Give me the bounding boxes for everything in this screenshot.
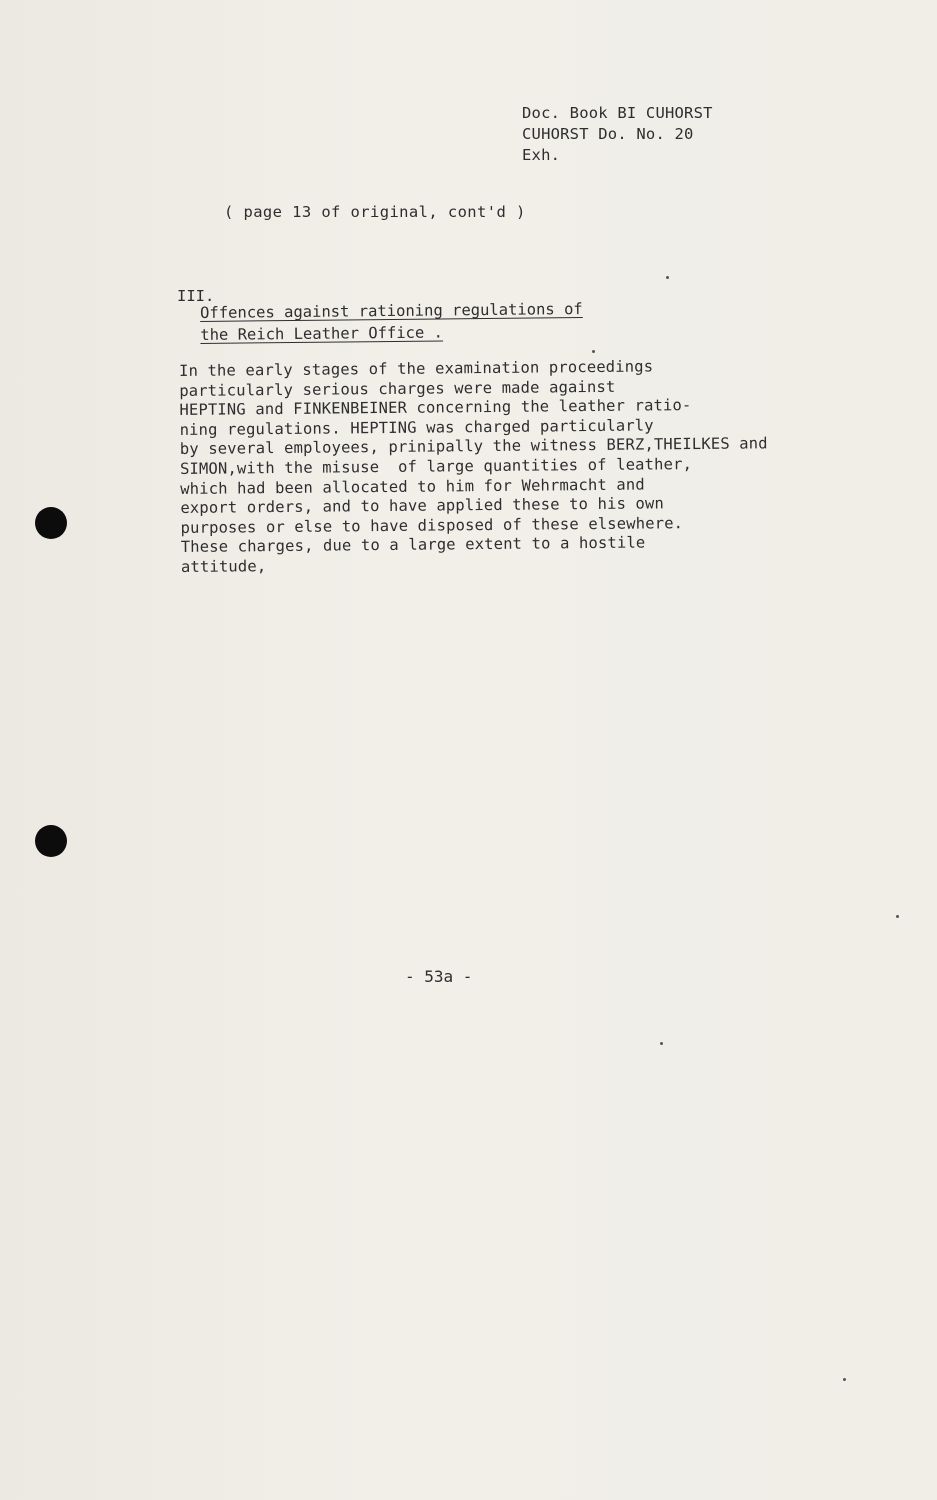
document-reference-block — [522, 103, 713, 166]
body-line: particularly serious charges were made against — [179, 377, 616, 400]
punch-hole — [35, 825, 67, 857]
body-line: by several employees, prinipally the witness BERZ,THEILKES and — [179, 434, 768, 459]
body-line: attitude, — [180, 557, 267, 576]
section-title — [200, 298, 583, 346]
section-number: III. — [177, 287, 215, 305]
punch-hole — [35, 507, 67, 539]
body-line: purposes or else to have disposed of these elsewhere. — [180, 513, 684, 537]
paper-speck — [666, 276, 669, 279]
section-title-line: Offences against rationing regulations of — [200, 299, 583, 322]
body-line: SIMON,with the misuse of large quantities of leather, — [179, 455, 693, 478]
body-line: HEPTING and FINKENBEINER concerning the leather ratio- — [179, 396, 692, 420]
body-line: which had been allocated to him for Wehrmacht and — [180, 475, 645, 498]
paper-speck — [592, 350, 595, 353]
body-paragraph — [179, 356, 821, 578]
body-line: In the early stages of the examination proceedings — [179, 357, 654, 380]
page-folio: - 53a - — [405, 967, 473, 986]
body-line: These charges, due to a large extent to a hostile — [180, 533, 646, 557]
reference-line: Exh. — [522, 146, 561, 164]
paper-speck — [843, 1378, 846, 1381]
section-title-line: the Reich Leather Office . — [200, 323, 444, 344]
body-line: ning regulations. HEPTING was charged particularly — [179, 416, 654, 439]
reference-line: CUHORST Do. No. 20 — [522, 125, 694, 143]
paper-speck — [660, 1042, 663, 1045]
page-note: ( page 13 of original, cont'd ) — [224, 203, 526, 221]
paper-speck — [896, 915, 899, 918]
body-line: export orders, and to have applied these to his own — [180, 494, 665, 518]
reference-line: Doc. Book BI CUHORST — [522, 104, 713, 122]
